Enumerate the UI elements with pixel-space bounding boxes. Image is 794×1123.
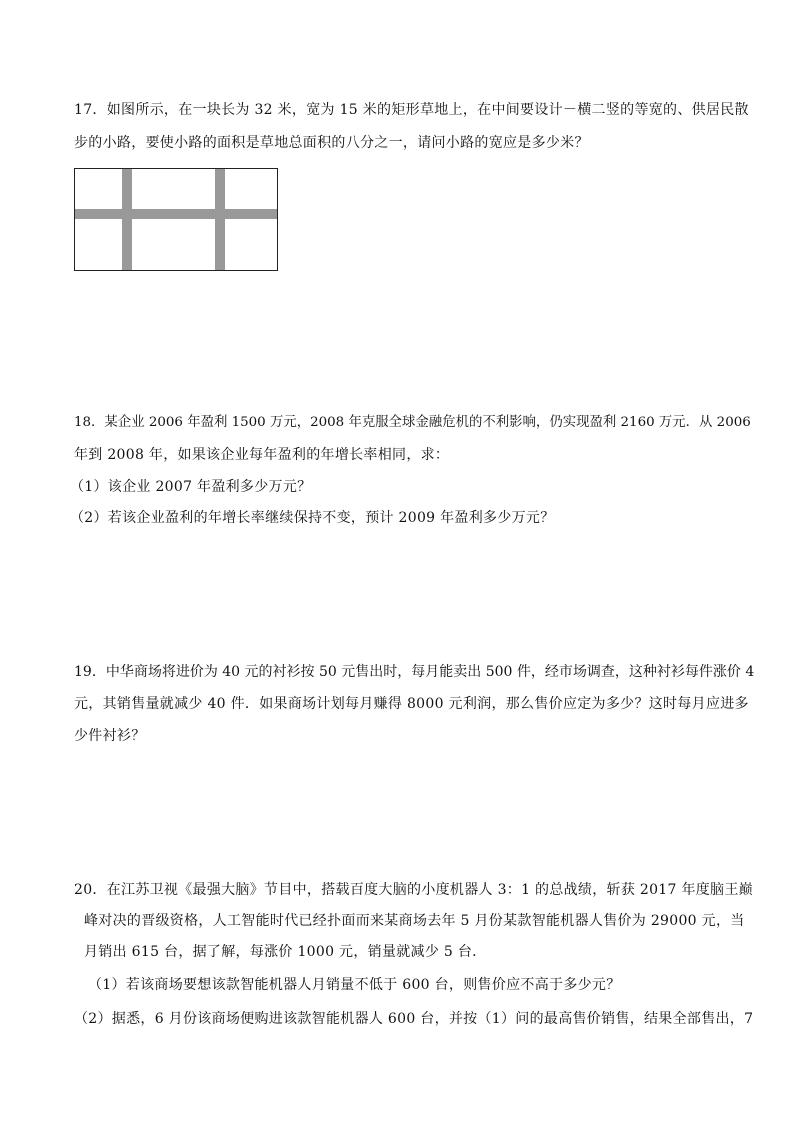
problem-18-line-1: 18．某企业 2006 年盈利 1500 万元，2008 年克服全球金融危机的不利影响，仍实现盈利 2160 万元．从 2006 — [74, 415, 751, 430]
problem-19-line-3: 少件衬衫？ — [74, 728, 146, 744]
problem-19-line-2: 元，其销售量就减少 40 件．如果商场计划每月赚得 8000 元利润，那么售价应定为多少？这时每月应进多 — [74, 696, 749, 712]
problem-20-part-2: （2）据悉，6 月份该商场便购进该款智能机器人 600 台，并按（1）问的最高售价销售，结果全部售出，7 — [74, 1011, 754, 1027]
lawn-border — [75, 169, 278, 271]
vertical-road-right — [215, 169, 225, 270]
vertical-road-left — [122, 169, 132, 270]
horizontal-road — [75, 209, 277, 219]
problem-17-line-2: 步的小路，要使小路的面积是草地总面积的八分之一，请问小路的宽应是多少米？ — [74, 135, 589, 151]
lawn-road-diagram — [74, 168, 278, 271]
problem-18-part-2: （2）若该企业盈利的年增长率继续保持不变，预计 2009 年盈利多少万元？ — [70, 510, 555, 526]
problem-18-part-1: （1）该企业 2007 年盈利多少万元？ — [70, 479, 312, 495]
problem-18-line-2: 年到 2008 年，如果该企业每年盈利的年增长率相同，求： — [74, 447, 450, 463]
problem-20-part-1: （1）若该商场要想该款智能机器人月销量不低于 600 台，则售价应不高于多少元？ — [88, 977, 621, 993]
problem-20-line-2: 峰对决的晋级资格，人工智能时代已经扑面而来某商场去年 5 月份某款智能机器人售价为 29000 元，当 — [84, 913, 745, 929]
problem-20-line-1: 20．在江苏卫视《最强大脑》节目中，搭载百度大脑的小度机器人 3：1 的总战绩，斩获 2017 年度脑王巅 — [74, 882, 753, 898]
problem-17-line-1: 17．如图所示，在一块长为 32 米，宽为 15 米的矩形草地上，在中间要设计－横二竖的等宽的、供居民散 — [74, 102, 749, 118]
problem-20-line-3: 月销出 615 台，据了解，每涨价 1000 元，销量就减少 5 台． — [84, 944, 487, 960]
problem-19-line-1: 19．中华商场将进价为 40 元的衬衫按 50 元售出时，每月能卖出 500 件，经市场调查，这种衬衫每件涨价 4 — [74, 664, 755, 680]
